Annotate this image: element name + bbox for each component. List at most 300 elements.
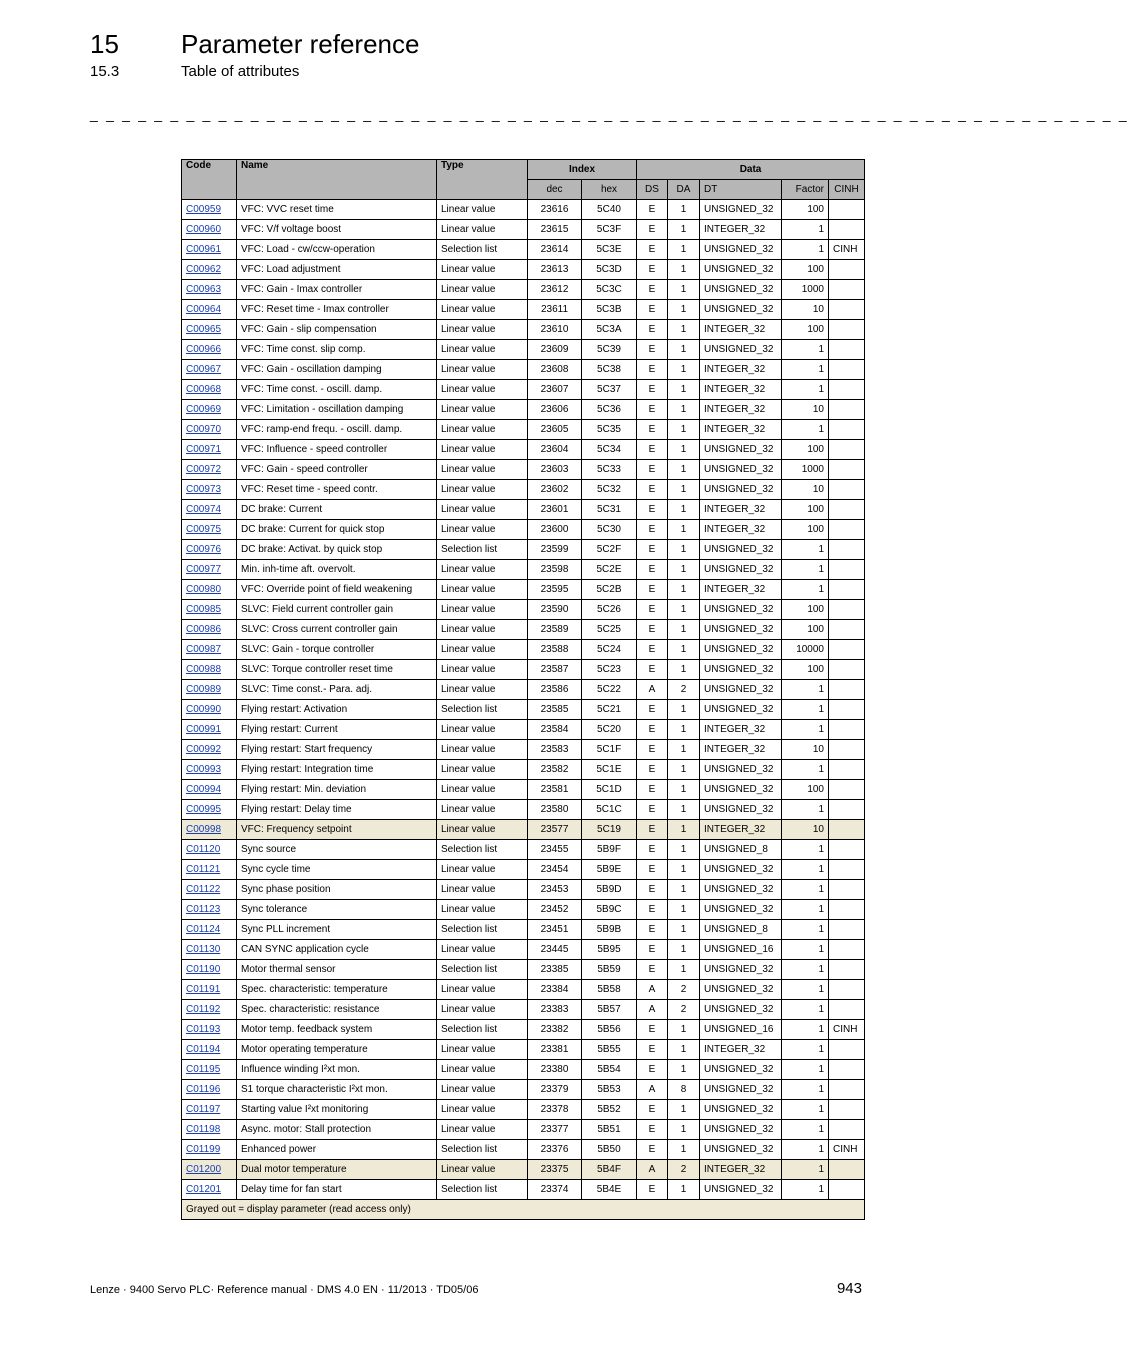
parameter-link[interactable]: C00962 [186,264,222,275]
parameter-link[interactable]: C00977 [186,564,222,575]
table-row [182,600,865,620]
cell-factor: 100 [782,600,829,620]
cell-factor: 1 [782,1160,829,1180]
cell-da: 1 [668,900,700,920]
cell-dt: UNSIGNED_32 [700,260,782,280]
parameter-link[interactable]: C00994 [186,784,222,795]
parameter-link[interactable]: C01130 [186,944,221,955]
parameter-link[interactable]: C01199 [186,1144,221,1155]
cell-code [182,600,237,620]
cell-da: 1 [668,780,700,800]
cell-da: 2 [668,1160,700,1180]
parameter-link[interactable]: C00998 [186,824,222,835]
cell-hex: 5C3D [582,260,637,280]
cell-dec: 23588 [528,640,582,660]
table-row [182,1140,865,1160]
parameter-link[interactable]: C00995 [186,804,222,815]
cell-hex: 5C32 [582,480,637,500]
cell-da: 1 [668,880,700,900]
cell-code [182,480,237,500]
cell-dt: UNSIGNED_32 [700,680,782,700]
cell-da: 1 [668,1100,700,1120]
cell-cinh [829,420,865,440]
cell-ds: E [637,620,668,640]
cell-code [182,240,237,260]
cell-code [182,500,237,520]
cell-hex: 5C1D [582,780,637,800]
parameter-link[interactable]: C01197 [186,1104,221,1115]
cell-name: Motor thermal sensor [237,960,437,980]
parameter-link[interactable]: C00969 [186,404,222,415]
table-row [182,360,865,380]
cell-dt: UNSIGNED_32 [700,300,782,320]
cell-factor: 100 [782,780,829,800]
parameter-link[interactable]: C00990 [186,704,222,715]
cell-cinh [829,680,865,700]
cell-code [182,780,237,800]
table-row [182,940,865,960]
cell-name: Starting value I²xt monitoring [237,1100,437,1120]
cell-dt: UNSIGNED_32 [700,1140,782,1160]
cell-dec: 23584 [528,720,582,740]
cell-code [182,880,237,900]
parameter-link[interactable]: C00985 [186,604,222,615]
cell-type: Linear value [437,380,528,400]
cell-name: Influence winding I²xt mon. [237,1060,437,1080]
cell-cinh [829,620,865,640]
parameter-link[interactable]: C00980 [186,584,222,595]
header-separator: _ _ _ _ _ _ _ _ _ _ _ _ _ _ _ _ _ _ _ _ _ _ _ _ _ _ _ _ _ _ _ _ _ _ _ _ _ _ _ _ _ _ _ _ _ _ _ _ _ _ _ _ _ _ _ _ _ _ _ _ _ _ _ _ _ [90,106,1129,122]
cell-hex: 5B59 [582,960,637,980]
parameter-link[interactable]: C00988 [186,664,222,675]
cell-factor: 10 [782,300,829,320]
cell-code [182,940,237,960]
table-row [182,1120,865,1140]
cell-code [182,1120,237,1140]
parameter-link[interactable]: C00960 [186,224,222,235]
parameter-link[interactable]: C00966 [186,344,222,355]
cell-dec: 23612 [528,280,582,300]
cell-type: Linear value [437,580,528,600]
parameter-link[interactable]: C00959 [186,204,222,215]
cell-da: 8 [668,1080,700,1100]
cell-factor: 1 [782,1080,829,1100]
cell-dt: UNSIGNED_32 [700,1120,782,1140]
cell-cinh [829,760,865,780]
cell-factor: 1000 [782,460,829,480]
cell-name: VFC: Override point of field weakening [237,580,437,600]
cell-code [182,1140,237,1160]
cell-code [182,640,237,660]
cell-dt: UNSIGNED_32 [700,760,782,780]
cell-type: Linear value [437,520,528,540]
table-row [182,1020,865,1040]
cell-dec: 23452 [528,900,582,920]
cell-hex: 5C22 [582,680,637,700]
cell-dt: INTEGER_32 [700,720,782,740]
parameter-link[interactable]: C01191 [186,984,221,995]
cell-ds: E [637,900,668,920]
header-name: Name [237,160,437,200]
cell-dec: 23587 [528,660,582,680]
cell-dec: 23589 [528,620,582,640]
cell-code [182,380,237,400]
cell-dec: 23455 [528,840,582,860]
header-code: Code [182,160,237,200]
parameter-link[interactable]: C00974 [186,504,222,515]
cell-dt: UNSIGNED_32 [700,560,782,580]
cell-ds: E [637,920,668,940]
cell-cinh [829,800,865,820]
cell-da: 1 [668,820,700,840]
table-row [182,620,865,640]
cell-cinh [829,780,865,800]
cell-type: Selection list [437,960,528,980]
cell-type: Linear value [437,1100,528,1120]
cell-type: Linear value [437,1120,528,1140]
cell-name: CAN SYNC application cycle [237,940,437,960]
cell-da: 1 [668,700,700,720]
cell-factor: 1 [782,360,829,380]
cell-cinh [829,720,865,740]
parameter-link[interactable]: C01124 [186,924,221,935]
cell-name: Flying restart: Current [237,720,437,740]
parameter-link[interactable]: C00972 [186,464,222,475]
cell-da: 1 [668,620,700,640]
cell-cinh: CINH [829,1140,865,1160]
cell-dt: UNSIGNED_32 [700,600,782,620]
cell-cinh [829,560,865,580]
table-footnote: Grayed out = display parameter (read access only) [182,1200,865,1220]
cell-da: 1 [668,480,700,500]
cell-type: Linear value [437,280,528,300]
cell-dt: UNSIGNED_32 [700,640,782,660]
cell-dec: 23581 [528,780,582,800]
parameter-link[interactable]: C00971 [186,444,222,455]
parameter-link[interactable]: C01190 [186,964,221,975]
parameter-link[interactable]: C01198 [186,1124,221,1135]
parameter-link[interactable]: C01193 [186,1024,221,1035]
parameter-link[interactable]: C01195 [186,1064,221,1075]
cell-dt: UNSIGNED_32 [700,1180,782,1200]
cell-hex: 5B4F [582,1160,637,1180]
parameter-link[interactable]: C00964 [186,304,222,315]
cell-type: Linear value [437,1160,528,1180]
cell-cinh [829,440,865,460]
parameter-link[interactable]: C01201 [186,1184,222,1195]
cell-dec: 23385 [528,960,582,980]
cell-cinh [829,580,865,600]
table-row [182,1180,865,1200]
cell-cinh [829,640,865,660]
cell-ds: E [637,880,668,900]
parameter-link[interactable]: C00976 [186,544,222,555]
cell-da: 2 [668,980,700,1000]
cell-cinh [829,540,865,560]
table-row [182,420,865,440]
cell-cinh [829,340,865,360]
table-row [182,980,865,1000]
cell-ds: E [637,1180,668,1200]
cell-code [182,320,237,340]
cell-hex: 5C36 [582,400,637,420]
cell-dt: UNSIGNED_32 [700,1060,782,1080]
table-row [182,580,865,600]
cell-da: 2 [668,1000,700,1020]
cell-dec: 23375 [528,1160,582,1180]
cell-dt: UNSIGNED_32 [700,1080,782,1100]
cell-da: 1 [668,400,700,420]
parameter-link[interactable]: C01121 [186,864,221,875]
cell-factor: 1 [782,1040,829,1060]
header-da: DA [668,180,700,200]
cell-name: VFC: Gain - oscillation damping [237,360,437,380]
cell-factor: 100 [782,660,829,680]
cell-name: DC brake: Current for quick stop [237,520,437,540]
cell-da: 1 [668,960,700,980]
cell-cinh: CINH [829,1020,865,1040]
cell-hex: 5C23 [582,660,637,680]
cell-ds: E [637,840,668,860]
cell-dt: INTEGER_32 [700,360,782,380]
cell-da: 1 [668,200,700,220]
parameter-link[interactable]: C01194 [186,1044,221,1055]
parameter-link[interactable]: C01192 [186,1004,221,1015]
cell-type: Linear value [437,1000,528,1020]
chapter-title: Parameter reference [181,29,420,59]
cell-code [182,260,237,280]
parameter-link[interactable]: C00987 [186,644,222,655]
cell-name: Sync source [237,840,437,860]
parameter-link[interactable]: C01122 [186,884,221,895]
parameter-link[interactable]: C00975 [186,524,222,535]
cell-hex: 5C35 [582,420,637,440]
cell-factor: 10 [782,820,829,840]
table-row [182,280,865,300]
cell-dt: UNSIGNED_32 [700,960,782,980]
parameter-link[interactable]: C00961 [186,244,222,255]
table-row [182,1040,865,1060]
cell-name: Sync phase position [237,880,437,900]
cell-cinh [829,1000,865,1020]
cell-factor: 1 [782,580,829,600]
cell-type: Selection list [437,540,528,560]
cell-cinh [829,380,865,400]
cell-name: SLVC: Torque controller reset time [237,660,437,680]
parameter-link[interactable]: C00986 [186,624,222,635]
parameter-link[interactable]: C01120 [186,844,221,855]
parameter-link[interactable]: C00968 [186,384,222,395]
cell-da: 1 [668,280,700,300]
cell-code [182,460,237,480]
cell-name: Min. inh-time aft. overvolt. [237,560,437,580]
cell-hex: 5B51 [582,1120,637,1140]
cell-hex: 5C24 [582,640,637,660]
cell-da: 1 [668,1120,700,1140]
cell-da: 1 [668,600,700,620]
cell-da: 1 [668,840,700,860]
cell-name: VFC: Influence - speed controller [237,440,437,460]
cell-cinh [829,280,865,300]
cell-type: Linear value [437,720,528,740]
cell-type: Linear value [437,620,528,640]
cell-cinh [829,500,865,520]
cell-dec: 23379 [528,1080,582,1100]
cell-name: Flying restart: Min. deviation [237,780,437,800]
cell-dec: 23615 [528,220,582,240]
cell-name: Flying restart: Delay time [237,800,437,820]
cell-type: Linear value [437,320,528,340]
cell-dt: UNSIGNED_32 [700,880,782,900]
cell-ds: A [637,680,668,700]
cell-factor: 10000 [782,640,829,660]
parameter-link[interactable]: C01196 [186,1084,221,1095]
cell-da: 1 [668,640,700,660]
cell-da: 1 [668,520,700,540]
table-row [182,480,865,500]
cell-dec: 23611 [528,300,582,320]
table-row [182,1000,865,1020]
cell-factor: 1 [782,760,829,780]
cell-code [182,1160,237,1180]
parameter-link[interactable]: C00991 [186,724,222,735]
cell-dt: INTEGER_32 [700,1160,782,1180]
cell-name: Flying restart: Integration time [237,760,437,780]
cell-factor: 1 [782,880,829,900]
cell-ds: E [637,740,668,760]
cell-factor: 1 [782,800,829,820]
header-dt: DT [700,180,782,200]
cell-dec: 23610 [528,320,582,340]
cell-factor: 1 [782,340,829,360]
cell-type: Linear value [437,1060,528,1080]
table-row [182,860,865,880]
table-row [182,680,865,700]
cell-ds: E [637,640,668,660]
cell-name: VFC: Gain - Imax controller [237,280,437,300]
table-row [182,500,865,520]
cell-cinh [829,980,865,1000]
table-row [182,220,865,240]
cell-type: Selection list [437,700,528,720]
cell-cinh [829,200,865,220]
parameter-link[interactable]: C00965 [186,324,222,335]
table-row [182,200,865,220]
cell-dt: UNSIGNED_32 [700,280,782,300]
cell-da: 2 [668,680,700,700]
cell-dt: INTEGER_32 [700,500,782,520]
cell-dec: 23607 [528,380,582,400]
cell-da: 1 [668,320,700,340]
cell-type: Linear value [437,560,528,580]
cell-dt: INTEGER_32 [700,580,782,600]
cell-factor: 1 [782,960,829,980]
cell-da: 1 [668,420,700,440]
cell-name: S1 torque characteristic I²xt mon. [237,1080,437,1100]
cell-ds: E [637,340,668,360]
table-row [182,260,865,280]
table-row [182,740,865,760]
cell-ds: E [637,220,668,240]
cell-dec: 23590 [528,600,582,620]
cell-dec: 23613 [528,260,582,280]
cell-hex: 5B95 [582,940,637,960]
parameter-link[interactable]: C00993 [186,764,222,775]
cell-dec: 23454 [528,860,582,880]
cell-type: Linear value [437,780,528,800]
cell-dt: UNSIGNED_32 [700,460,782,480]
cell-code [182,420,237,440]
cell-code [182,200,237,220]
cell-factor: 1 [782,560,829,580]
parameter-link[interactable]: C00992 [186,744,222,755]
cell-dt: INTEGER_32 [700,1040,782,1060]
cell-factor: 1 [782,1100,829,1120]
cell-hex: 5C2F [582,540,637,560]
cell-ds: E [637,360,668,380]
cell-factor: 1 [782,1180,829,1200]
cell-code [182,860,237,880]
cell-type: Linear value [437,260,528,280]
cell-dec: 23608 [528,360,582,380]
cell-hex: 5C2E [582,560,637,580]
table-row [182,440,865,460]
cell-type: Selection list [437,1140,528,1160]
parameter-link[interactable]: C00963 [186,284,222,295]
cell-ds: E [637,1060,668,1080]
cell-name: Dual motor temperature [237,1160,437,1180]
parameter-link[interactable]: C01200 [186,1164,222,1175]
parameter-link[interactable]: C00970 [186,424,222,435]
cell-dt: UNSIGNED_16 [700,940,782,960]
parameter-link[interactable]: C00973 [186,484,222,495]
table-row [182,300,865,320]
cell-dt: UNSIGNED_32 [700,440,782,460]
cell-hex: 5B55 [582,1040,637,1060]
cell-factor: 100 [782,620,829,640]
table-row [182,760,865,780]
cell-hex: 5C34 [582,440,637,460]
cell-dt: UNSIGNED_32 [700,800,782,820]
cell-code [182,820,237,840]
cell-name: VFC: ramp-end frequ. - oscill. damp. [237,420,437,440]
cell-da: 1 [668,1180,700,1200]
cell-code [182,360,237,380]
cell-da: 1 [668,740,700,760]
cell-name: SLVC: Field current controller gain [237,600,437,620]
cell-hex: 5C20 [582,720,637,740]
cell-type: Linear value [437,500,528,520]
cell-code [182,740,237,760]
cell-type: Linear value [437,940,528,960]
cell-dec: 23376 [528,1140,582,1160]
cell-type: Linear value [437,900,528,920]
cell-cinh [829,660,865,680]
cell-ds: A [637,980,668,1000]
cell-dec: 23374 [528,1180,582,1200]
cell-factor: 1 [782,240,829,260]
cell-da: 1 [668,540,700,560]
cell-factor: 1 [782,1020,829,1040]
cell-code [182,340,237,360]
cell-ds: E [637,380,668,400]
parameter-link[interactable]: C00989 [186,684,222,695]
cell-dec: 23378 [528,1100,582,1120]
cell-dec: 23381 [528,1040,582,1060]
table-row [182,920,865,940]
parameter-link[interactable]: C01123 [186,904,221,915]
parameter-link[interactable]: C00967 [186,364,222,375]
